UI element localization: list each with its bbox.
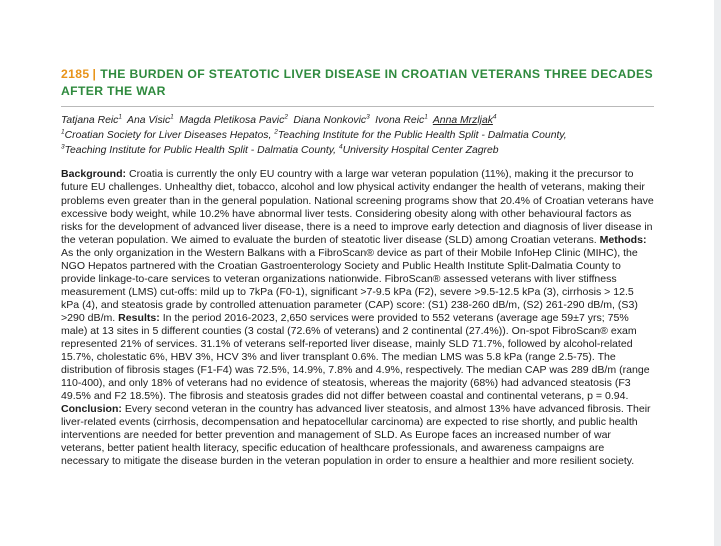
- author: Tatjana Reic$^1$: [61, 113, 123, 126]
- affiliation-line: $^1$Croatian Society for Liver Diseases Hepatos, $^2$Teaching Institute for the Public Health Split - Dalmatia County,: [61, 128, 567, 141]
- affiliation-line: $^3$Teaching Institute for Public Health Split - Dalmatia County, $^4$University Hospital Center Zagreb: [61, 143, 499, 157]
- results-text: In the period 2016-2023, 2,650 services were provided to 552 veterans (average age 59±7 yrs; 75% male) at 13 sites in 5 different counties (3 costal (72.6% of veterans) and 2 continental (27.4%)). On-spot FibroScan® exam represented 21% of services. 31.1% of veterans self-reported liver disease, mainly SLD 71.7%, followed by alcohol-related 15.7%, cholestatic 6%, HBV 3%, HCV 3% and liver transplant 0.6%. The median LMS was 5.8 kPa (range 2.5-75). The distribution of fibrosis stages (F1-F4) was 72.5%, 14.9%, 7.8% and 4.9%, respectively. The median CAP was 289 dB/m (range 110-400), and only 18% of veterans had no evidence of steatosis, whereas the majority (68%) had advanced steatosis (F3 49.5% and F2 18.5%). The fibrosis and steatosis grades did not differ between coastal and continental veterans, p = 0.94.: [61, 311, 650, 403]
- title-divider: [61, 106, 654, 107]
- background-text: Croatia is currently the only EU country with a large war veteran population (11%), making it the precursor to future EU challenges. Unhealthy diet, tobacco, alcohol and low physical activity endanger the health of veterans, making their problems even greater than in the general population. National screening programs show that 20.4% of Croatian veterans have excessive body weight, while 10.2% have abnormal liver tests. Considering obesity along with other behavioural factors as risks for the development of advanced liver disease, there is a need to improve early detection and diagnosis of liver disease in the veteran population. We aimed to evaluate the burden of steatotic liver disease (SLD) among Croatian veterans.: [61, 168, 654, 246]
- abstract-title: [61, 66, 654, 99]
- abstract-paragraph: [61, 168, 654, 403]
- title-separator: |: [92, 67, 97, 81]
- methods-text: As the only organization in the Western Balkans with a FibroScan® device as part of their Mobile InfoHep Clinic (MIHC), the NGO Hepatos partnered with the Croatian Gastroenterology Society and Public Health Institute Split-Dalmatia County to provide linkage-to-care services to veteran organizations nationwide. FibroScan® assessed veterans with liver stiffness measurement (LMS) cut-offs: mild up to 7kPa (F0-1), significant >7-9.5 kPa (F2), severe >9.5-12.5 kPa (3), cirrhosis > 12.5 kPa (4), and steatosis grade by controlled attenuation parameter (CAP) score: (S1) 238-260 dB/m, (S2) 261-290 dB/m, (S3) >290 dB/m.: [61, 246, 638, 324]
- background-label: Background:: [61, 168, 127, 181]
- author-list: [61, 113, 654, 128]
- results-label: Results:: [118, 311, 160, 324]
- conclusion-paragraph: [61, 403, 654, 468]
- author: Magda Pletikosa Pavic$^2$: [179, 113, 288, 126]
- page-edge: [714, 0, 721, 546]
- affiliations: [61, 128, 654, 158]
- author: Ana Visic$^1$: [127, 113, 174, 126]
- author: Diana Nonkovic$^3$: [293, 113, 370, 126]
- methods-label: Methods:: [599, 233, 647, 246]
- abstract-body: [61, 168, 654, 468]
- presenting-author: Anna Mrzljak$^4$: [432, 113, 497, 126]
- author: Ivona Reic$^1$: [375, 113, 428, 126]
- conclusion-label: Conclusion:: [61, 403, 122, 416]
- abstract: [61, 66, 654, 468]
- abstract-number: 2185: [61, 67, 90, 81]
- abstract-title-text: THE BURDEN OF STEATOTIC LIVER DISEASE IN CROATIAN VETERANS THREE DECADES AFTER THE WAR: [61, 67, 653, 98]
- conclusion-text: Every second veteran in the country has advanced liver steatosis, and almost 13% have advanced fibrosis. Their liver-related events (cirrhosis, decompensation and hepatocellular carcinoma) are expected to rise shortly, and public health interventions are needed for better prevention and management of SLD. As Europe faces an increased number of war veterans, better patient health literacy, specific education of healthcare professionals, and awareness campaigns are necessary to mitigate the disease burden in the veteran population in order to ensure a healthier and more resilient society.: [61, 403, 651, 468]
